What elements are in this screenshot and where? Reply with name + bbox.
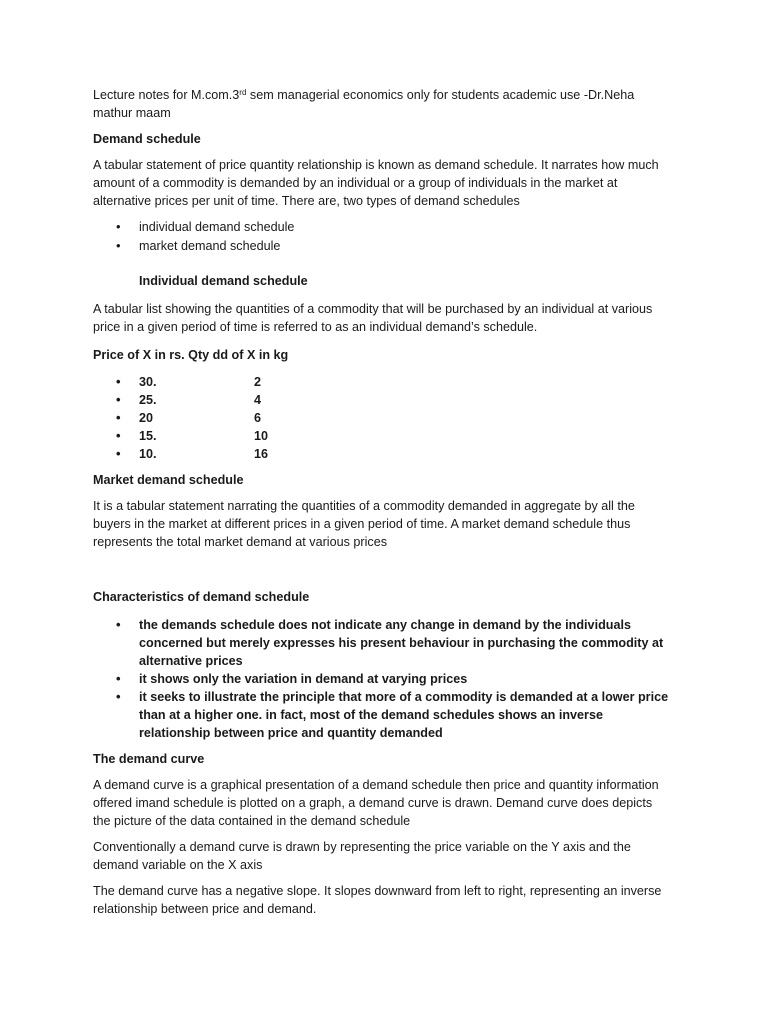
schedule-types-list: [93, 218, 673, 255]
individual-heading: Individual demand schedule: [139, 274, 308, 288]
characteristics-list: [93, 616, 673, 742]
demand-curve-paragraph-1: A demand curve is a graphical presentation of a demand schedule then price and quantity information offered imand schedule is plotted on a graph, a demand curve is drawn. Demand curve does depicts the picture of the data contained in the demand schedule: [93, 778, 659, 828]
table-row: • 15. 10: [93, 427, 673, 445]
table-row: • 25. 4: [93, 391, 673, 409]
demand-schedule-paragraph: A tabular statement of price quantity relationship is known as demand schedule. It narrates how much amount of a commodity is demanded by an individual or a group of individuals in the market at alternative prices per unit of time. There are, two types of demand schedules: [93, 158, 659, 208]
header-line: Lecture notes for M.com.3rd sem managerial economics only for students academic use -Dr.Neha mathur maam: [93, 88, 635, 120]
list-item: • market demand schedule: [93, 237, 673, 255]
list-item: • it seeks to illustrate the principle that more of a commodity is demanded at a lower price than at a higher one. in fact, most of the demand schedules shows an inverse relationship between price and quantity demanded: [93, 688, 673, 742]
demand-curve-heading: The demand curve: [93, 752, 205, 766]
characteristics-heading: Characteristics of demand schedule: [93, 590, 310, 604]
market-paragraph: It is a tabular statement narrating the quantities of a commodity demanded in aggregate by all the buyers in the market at different prices in a given period of time. A market demand schedule thus represents the total market demand at various prices: [93, 499, 635, 549]
demand-curve-paragraph-2: Conventionally a demand curve is drawn by representing the price variable on the Y axis and the demand variable on the X axis: [93, 840, 631, 872]
table-row: • 20 6: [93, 409, 673, 427]
table-header: Price of X in rs. Qty dd of X in kg: [93, 348, 289, 362]
document-page: [93, 86, 673, 918]
individual-paragraph: A tabular list showing the quantities of a commodity that will be purchased by an individual at various price in a given period of time is referred to as an individual demand’s schedule.: [93, 302, 653, 334]
table-row: • 10. 16: [93, 445, 673, 463]
demand-table: [93, 373, 673, 463]
list-item: • individual demand schedule: [93, 218, 673, 236]
list-item: • it shows only the variation in demand at varying prices: [93, 670, 673, 688]
demand-curve-paragraph-3: The demand curve has a negative slope. It slopes downward from left to right, representing an inverse relationship between price and demand.: [93, 884, 662, 916]
table-row: • 30. 2: [93, 373, 673, 391]
demand-schedule-heading: Demand schedule: [93, 132, 201, 146]
list-item: • the demands schedule does not indicate any change in demand by the individuals concerned but merely expresses his present behaviour in purchasing the commodity at alternative prices: [93, 616, 673, 670]
market-heading: Market demand schedule: [93, 473, 244, 487]
